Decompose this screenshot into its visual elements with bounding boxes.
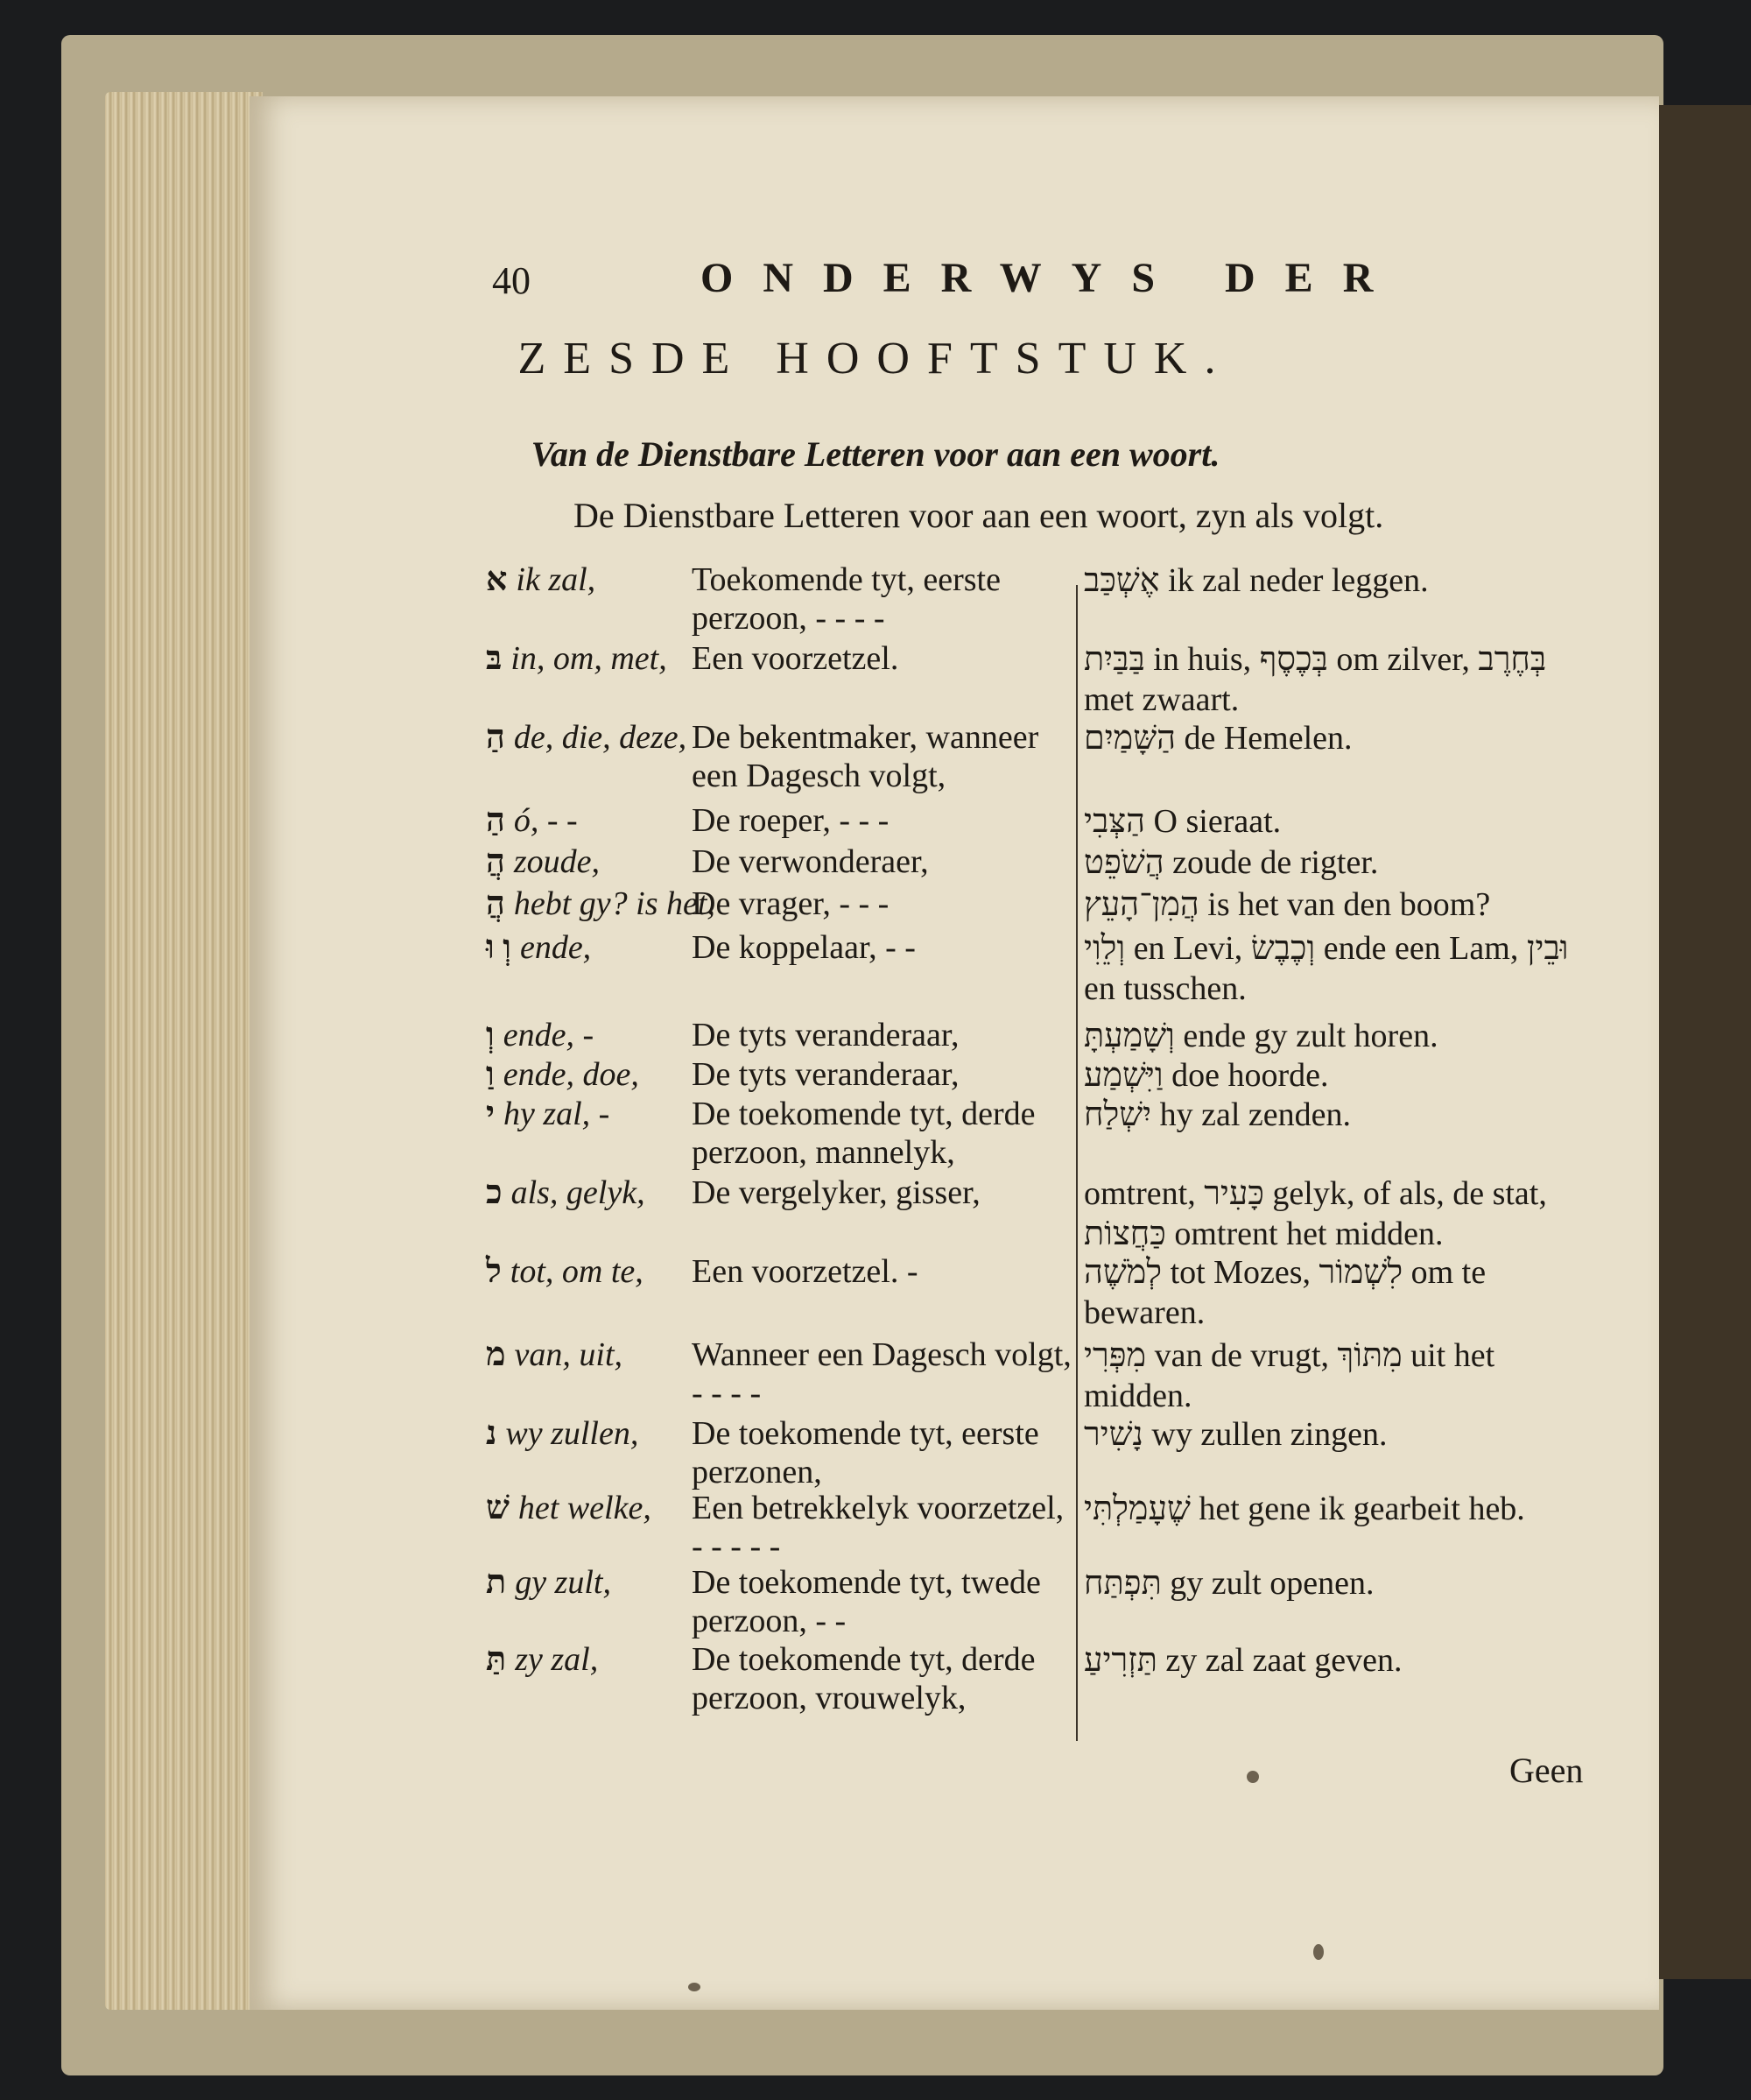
letter-cell <box>486 560 696 599</box>
description-cell: Wanneer een Dagesch volgt, - - - - <box>692 1336 1072 1412</box>
hebrew-letter: הַ <box>486 802 505 839</box>
letter-cell <box>486 1563 696 1602</box>
ink-mark <box>1313 1944 1324 1960</box>
example-cell: הַשָּׁמַיִם de Hemelen. <box>1084 720 1353 757</box>
book-spine-edge <box>1659 105 1751 1979</box>
hebrew-letter: א <box>486 561 508 598</box>
letter-cell <box>486 1252 696 1291</box>
letter-gloss: de, die, deze, <box>513 719 687 756</box>
letter-gloss: ende, doe, <box>503 1056 639 1093</box>
description-cell: De bekentmaker, wanneer een Dagesch volgt, <box>692 719 1039 794</box>
hebrew-letter: שׁ <box>486 1490 510 1526</box>
letter-cell <box>486 801 696 840</box>
letter-gloss: ende, <box>519 929 592 966</box>
letter-gloss: hy zal, - <box>503 1096 610 1132</box>
example-cell: וְלֵוִי en Levi, וְכֶבֶשׂ ende een Lam, וּבֵין en tusschen. <box>1084 930 1569 1007</box>
description-cell: De toekomende tyt, derde perzoon, vrouwelyk, <box>692 1641 1036 1716</box>
example-cell: הַצְּבִי O sieraat. <box>1084 803 1282 840</box>
chapter-title: ZESDE HOOFTSTUK. <box>517 334 1234 384</box>
hebrew-letter: ל <box>486 1253 502 1290</box>
letter-cell <box>486 1640 696 1679</box>
hebrew-letter: נ <box>486 1415 497 1452</box>
example-cell: וְשָׁמַעְתָּ ende gy zult horen. <box>1084 1018 1438 1054</box>
hebrew-letter: בּ <box>486 640 503 677</box>
description-cell: De roeper, - - - <box>692 802 890 839</box>
letter-cell <box>486 718 696 757</box>
hebrew-letter: וַ <box>486 1056 495 1093</box>
description-cell: De vrager, - - - <box>692 885 890 922</box>
letter-cell <box>486 1414 696 1453</box>
description-cell: De toekomende tyt, eerste perzonen, <box>692 1415 1039 1490</box>
example-cell: אֶשְׁכַּב ik zal neder leggen. <box>1084 562 1429 599</box>
example-cell: שֶׁעָמַלְתִּי het gene ik gearbeit heb. <box>1084 1490 1525 1527</box>
description-cell: De vergelyker, gisser, <box>692 1174 981 1211</box>
page-number: 40 <box>492 259 531 302</box>
letter-cell <box>486 1335 696 1374</box>
letter-gloss: als, gelyk, <box>510 1174 645 1211</box>
example-cell: יִשְׁלַח hy zal zenden. <box>1084 1096 1352 1133</box>
letter-gloss: het welke, <box>517 1490 651 1526</box>
example-cell: מִפְּרִי van de vrugt, מִתּוֹךְ uit het midden. <box>1084 1337 1495 1414</box>
letter-cell <box>486 1095 696 1133</box>
hebrew-letter: הֲ <box>486 885 505 922</box>
example-cell: נָשִׁיר wy zullen zingen. <box>1084 1416 1388 1453</box>
letter-cell <box>486 928 696 967</box>
description-cell: De tyts veranderaar, <box>692 1017 960 1054</box>
description-cell: De koppelaar, - - <box>692 929 916 966</box>
letter-gloss: wy zullen, <box>505 1415 639 1452</box>
description-cell: Een betrekkelyk voorzetzel, - - - - - <box>692 1490 1065 1565</box>
intro-line: De Dienstbare Letteren voor aan een woort, zyn als volgt. <box>573 496 1384 535</box>
description-cell: De toekomende tyt, twede perzoon, - - <box>692 1564 1041 1639</box>
letter-cell <box>486 1489 696 1527</box>
letter-gloss: tot, om te, <box>510 1253 643 1290</box>
description-cell: Een voorzetzel. <box>692 640 899 677</box>
letter-gloss: gy zult, <box>515 1564 611 1601</box>
letter-gloss: zoude, <box>513 843 601 880</box>
hebrew-letter: וְ וּ <box>486 929 511 966</box>
example-cell: בַּבַּיִת in huis, בְּכֶסֶף om zilver, בְּחֶרֶב met zwaart. <box>1084 641 1547 718</box>
example-cell: תַּזְרִיעַ zy zal zaat geven. <box>1084 1642 1403 1679</box>
hebrew-letter: הֲ <box>486 843 505 880</box>
description-cell: Toekomende tyt, eerste perzoon, - - - - <box>692 561 1001 637</box>
description-cell: Een voorzetzel. - <box>692 1253 918 1290</box>
letter-cell <box>486 842 696 881</box>
description-cell: De verwonderaer, <box>692 843 929 880</box>
example-cell: וַיִּשְׁמַע doe hoorde. <box>1084 1057 1329 1094</box>
hebrew-letter: כ <box>486 1174 503 1211</box>
section-subtitle: Van de Dienstbare Letteren voor aan een woort. <box>531 434 1220 474</box>
example-cell: תִּפְתַּח gy zult openen. <box>1084 1565 1375 1602</box>
letter-gloss: ik zal, <box>516 561 596 598</box>
description-cell: De toekomende tyt, derde perzoon, mannelyk, <box>692 1096 1036 1171</box>
hebrew-letter: הַ <box>486 719 505 756</box>
example-cell: הֲמִן־הָעֵץ is het van den boom? <box>1084 886 1491 923</box>
hebrew-letter: תַּ <box>486 1641 507 1678</box>
example-cell: omtrent, כָּעִיר gelyk, of als, de stat, כַּחֲצוֹת omtrent het midden. <box>1084 1175 1547 1252</box>
hebrew-letter: וְ <box>486 1017 495 1054</box>
letter-gloss: in, om, met, <box>510 640 667 677</box>
letter-cell <box>486 884 715 923</box>
running-title: ONDERWYS DER <box>700 255 1403 301</box>
letter-cell <box>486 1016 696 1054</box>
catchword: Geen <box>1509 1751 1584 1790</box>
letter-gloss: zy zal, <box>515 1641 599 1678</box>
letter-cell <box>486 1055 696 1094</box>
letter-gloss: van, uit, <box>514 1336 623 1373</box>
hebrew-letter: מ <box>486 1336 506 1373</box>
ink-mark <box>688 1983 700 1991</box>
letter-cell <box>486 1173 696 1212</box>
letter-gloss: ende, - <box>503 1017 594 1054</box>
description-cell: De tyts veranderaar, <box>692 1056 960 1093</box>
example-cell: הֲשֹׁפֵט zoude de rigter. <box>1084 844 1379 881</box>
letter-gloss: hebt gy? is het, <box>513 885 715 922</box>
letter-cell <box>486 639 696 678</box>
letter-gloss: ó, - - <box>513 802 578 839</box>
hebrew-letter: ת <box>486 1564 507 1601</box>
hebrew-letter: י <box>486 1096 495 1132</box>
stain-spot <box>1247 1771 1259 1783</box>
example-cell: לְמֹשֶׁה tot Mozes, לִשְׁמוֹר om te bewaren. <box>1084 1254 1487 1331</box>
